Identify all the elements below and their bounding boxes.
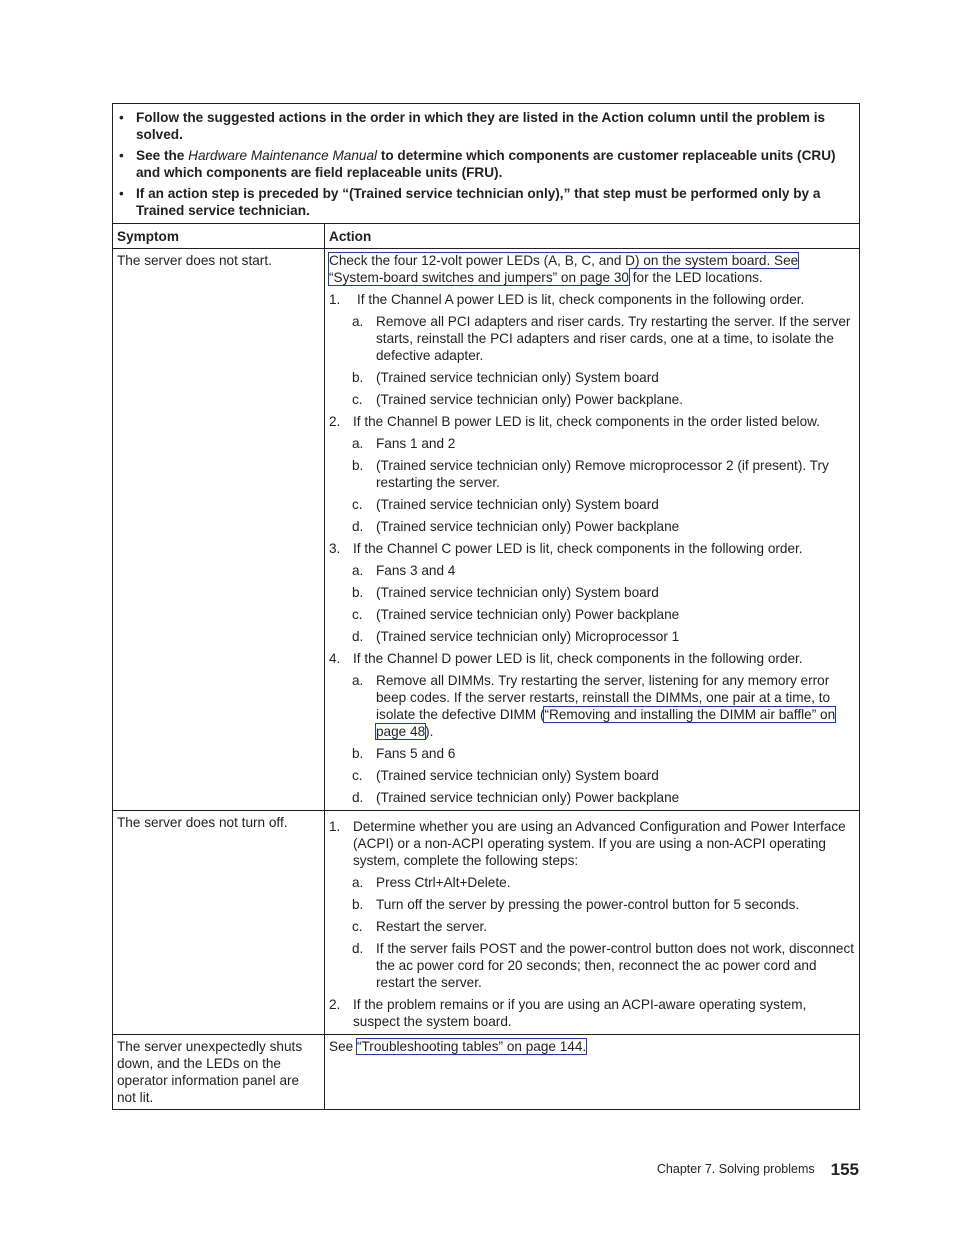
sub-step-item: c. (Trained service technician only) Power backplane (352, 607, 680, 622)
sub-step-item: a. Press Ctrl+Alt+Delete. (352, 875, 511, 890)
note-item: • See the Hardware Maintenance Manual to determine which components are customer replaceable units (CRU) and which components are field replaceable units (FRU). (119, 148, 836, 180)
link[interactable]: “Removing and installing the DIMM air baffle” on page 48 (376, 707, 836, 739)
table-row (113, 811, 860, 1035)
action-cell: See “Troubleshooting tables” on page 144. (325, 1035, 860, 1110)
symptom-header: Symptom (113, 224, 325, 249)
bullet: • (119, 148, 124, 163)
bullet: • (119, 110, 124, 125)
sub-step-item: a. Fans 1 and 2 (352, 436, 456, 451)
step-item: 4. If the Channel D power LED is lit, check components in the following order. (329, 651, 803, 666)
link[interactable]: Check the four 12-volt power LEDs (A, B, C, and D) on the system board. See “System-board switches and jumpers” on page 30 (329, 253, 799, 285)
sub-step-item: b. (Trained service technician only) System board (352, 585, 659, 600)
note-item: • Follow the suggested actions in the order in which they are listed in the Action column until the problem is solved. (119, 110, 826, 142)
sub-step-item: d. If the server fails POST and the power-control button does not work, disconnect the ac power cord for 20 seconds; then, reconnect the ac power cord and restart the server. (352, 941, 855, 990)
page-number: 155 (830, 1160, 859, 1179)
bullet: • (119, 186, 124, 201)
symptom-cell: The server does not start. (113, 249, 325, 811)
table-row (113, 1035, 860, 1110)
step-item: 2. If the Channel B power LED is lit, check components in the order listed below. (329, 414, 820, 429)
sub-step-item: b. (Trained service technician only) Remove microprocessor 2 (if present). Try restarting the server. (352, 458, 829, 490)
step-item: 3. If the Channel C power LED is lit, check components in the following order. (329, 541, 803, 556)
page-footer (600, 1160, 859, 1180)
chapter-title: Chapter 7. Solving problems (656, 1162, 815, 1176)
action-cell (325, 249, 860, 811)
sub-step-item: a. Remove all DIMMs. Try restarting the server, listening for any memory error beep codes. If the server restarts, reinstall the DIMMs, one pair at a time, to isolate the defective DIMM (“Removing and installing the DIMM air baffle” on page 48). (352, 673, 836, 739)
note-item: • If an action step is preceded by “(Trained service technician only),” that step must be performed only by a Trained service technician. (119, 186, 821, 218)
symptom-cell: The server does not turn off. (113, 811, 325, 1035)
sub-step-item: d. (Trained service technician only) Power backplane (352, 519, 680, 534)
header-row (113, 224, 860, 249)
sub-step-item: b. (Trained service technician only) System board (352, 370, 659, 385)
notes-cell (113, 104, 860, 224)
action-header: Action (325, 224, 860, 249)
sub-step-item: d. (Trained service technician only) Microprocessor 1 (352, 629, 680, 644)
manual-title: Hardware Maintenance Manual (188, 148, 378, 163)
sub-step-item: b. Fans 5 and 6 (352, 746, 456, 761)
sub-step-item: d. (Trained service technician only) Power backplane (352, 790, 680, 805)
notes-row (113, 104, 860, 224)
link[interactable]: “Troubleshooting tables” on page 144. (356, 1039, 587, 1054)
sub-step-item: c. (Trained service technician only) Power backplane. (352, 392, 684, 407)
sub-step-item: c. Restart the server. (352, 919, 488, 934)
table-row (113, 249, 860, 811)
sub-step-item: c. (Trained service technician only) System board (352, 497, 659, 512)
sub-step-item: b. Turn off the server by pressing the power-control button for 5 seconds. (352, 897, 800, 912)
step-item: 2. If the problem remains or if you are using an ACPI-aware operating system, suspect the system board. (329, 997, 807, 1029)
action-cell (325, 811, 860, 1035)
step-item: 1. Determine whether you are using an Advanced Configuration and Power Interface (ACPI) or a non-ACPI operating system. If you are using a non-ACPI operating system, complete the following steps: (329, 819, 846, 868)
troubleshooting-table (112, 103, 860, 1110)
sub-step-item: a. Remove all PCI adapters and riser cards. Try restarting the server. If the server starts, reinstall the PCI adapters and riser cards, one at a time, to isolate the defective adapter. (352, 314, 851, 363)
sub-step-item: a. Fans 3 and 4 (352, 563, 456, 578)
intro-paragraph: Check the four 12-volt power LEDs (A, B, C, and D) on the system board. See “System-board switches and jumpers” on page 30 for the LED locations. (329, 253, 799, 285)
step-item: 1. If the Channel A power LED is lit, check components in the following order. (329, 292, 805, 307)
symptom-cell: The server unexpectedly shuts down, and the LEDs on the operator information panel are not lit. (113, 1035, 325, 1110)
sub-step-item: c. (Trained service technician only) System board (352, 768, 659, 783)
